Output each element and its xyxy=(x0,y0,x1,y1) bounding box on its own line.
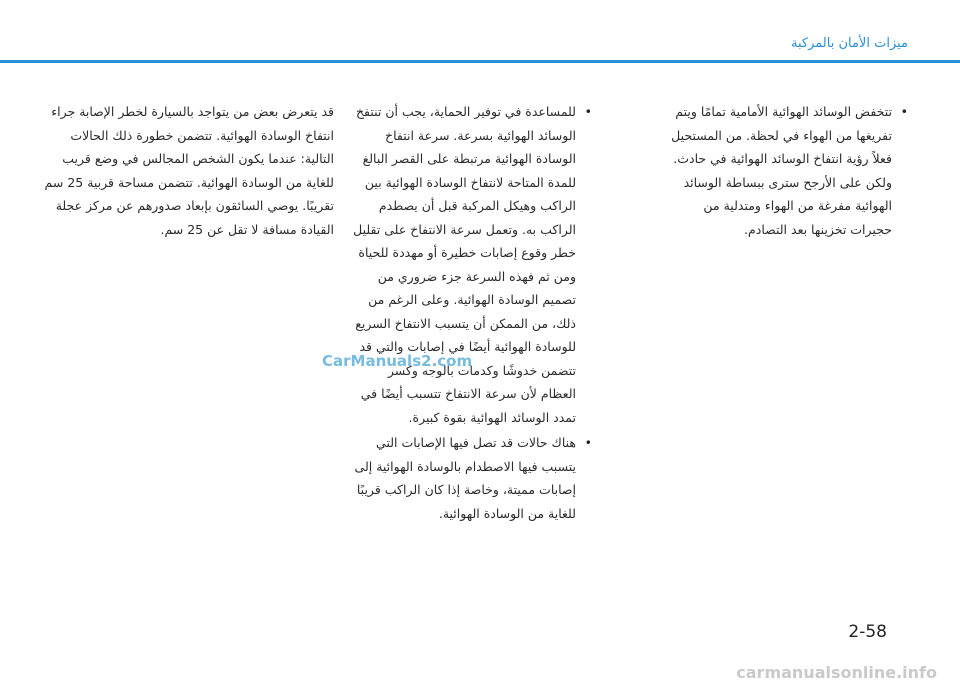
header-divider xyxy=(0,60,960,63)
watermark-link[interactable]: CarManuals2.com xyxy=(322,352,473,370)
footer-watermark: carmanualsonline.info xyxy=(736,663,937,682)
page-number: 2-58 xyxy=(848,622,887,642)
column-right xyxy=(668,100,908,241)
body-paragraph: قد يتعرض بعض من يتواجد بالسيارة لخطر الإصابة جراء انتفاخ الوسادة الهوائية. تتضمن خطورة ذلك الحالات التالية: عندما يكون الشخص المجالس في وضع قريب للغاية من الوسادة الهوائية. تتضمن مساحة قربية 25 سم تقريبًا. يوصي السائقون بإبعاد صدورهم عن مركز عجلة القيادة مسافة لا تقل عن 25 سم. xyxy=(44,104,334,237)
column-left xyxy=(44,100,334,241)
section-title: ميزات الأمان بالمركبة xyxy=(791,36,908,51)
bullet-paragraph: • هناك حالات قد تصل فيها الإصابات التي يتسبب فيها الاصطدام بالوسادة الهوائية إلى إصابات مميتة، وخاصة إذا كان الراكب قريبًا للغاية من الوسادة الهوائية. xyxy=(352,431,592,525)
column-middle xyxy=(352,100,592,525)
bullet-paragraph: • تتخفض الوسائد الهوائية الأمامية تمامًا ويتم تفريغها من الهواء في لحظة. من المستحيل فعلاً رؤية انتفاخ الوسائد الهوائية في حادث. ولكن على الأرجح سترى ببساطة الوسائد الهوائية مفرغة من الهواء ومتدلية من حجيرات تخزينها بعد التصادم. xyxy=(668,100,908,241)
bullet-paragraph: • للمساعدة في توفير الحماية، يجب أن تنتفخ الوسائد الهوائية بسرعة. سرعة انتفاخ الوسادة الهوائية مرتبطة على القصر البالغ للمدة المتاحة لانتفاخ الوسادة الهوائية بين الراكب وهيكل المركبة قبل أن يصطدم الراكب به. وتعمل سرعة الانتفاخ على تقليل خطر وقوع إصابات خطيرة أو مهددة للحياة ومن ثم فهذه السرعة جزء ضروري من تصميم الوسادة الهوائية. وعلى الرغم من ذلك، من الممكن أن يتسبب الانتفاخ السريع للوسادة الهوائية أيضًا في إصابات والتي قد تتضمن خدوشًا وكدمات بالوجه وكسر العظام لأن سرعة الانتفاخ تتسبب أيضًا في تمدد الوسائد الهوائية بقوة كبيرة. xyxy=(352,100,592,429)
